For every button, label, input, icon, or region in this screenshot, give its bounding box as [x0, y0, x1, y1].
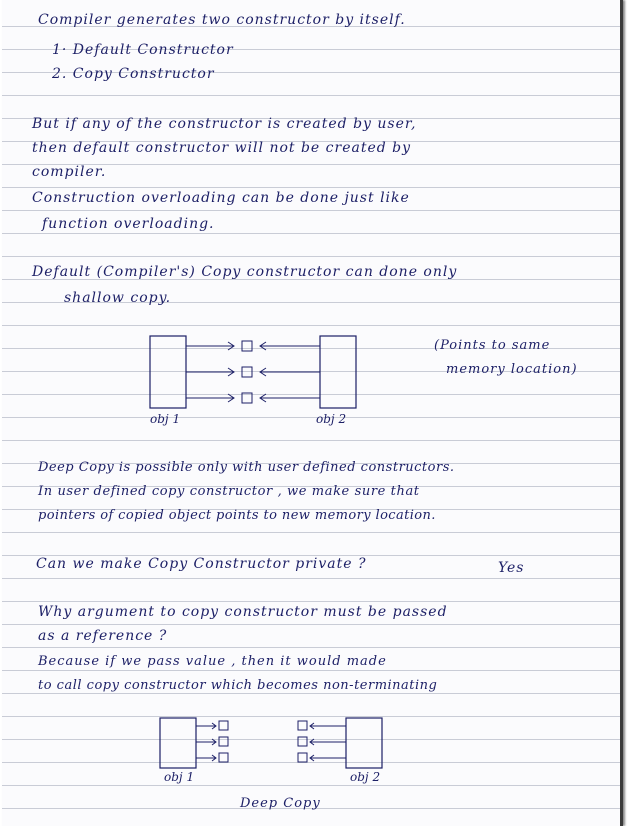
note-line-function-overloading: function overloading. [42, 216, 215, 232]
note-line-but-if: But if any of the constructor is created by user, [32, 116, 417, 132]
deep-obj2-box [346, 718, 382, 768]
deep-obj2-label: obj 2 [350, 770, 381, 784]
note-line-because: Because if we pass value , then it would made [38, 654, 387, 669]
obj1-box [150, 336, 186, 408]
note-line-copy-private-question: Can we make Copy Constructor private ? [36, 556, 367, 572]
note-line-then-default: then default constructor will not be created by [32, 140, 412, 156]
deep-obj1-label: obj 1 [164, 770, 195, 784]
obj2-box [320, 336, 356, 408]
note-line-yes: Yes [498, 560, 525, 576]
note-line-default-constructor: 1· Default Constructor [52, 42, 234, 58]
deep-copy-caption: Deep Copy [240, 796, 321, 811]
note-line-shallow-copy: shallow copy. [64, 290, 172, 306]
deep-copy-diagram [152, 714, 392, 774]
note-line-compiler-generates: Compiler generates two constructor by itself. [38, 12, 406, 28]
note-line-as-reference: as a reference ? [38, 628, 168, 644]
note-line-pointers: pointers of copied object points to new memory location. [38, 508, 436, 523]
shallow-obj2-label: obj 2 [316, 412, 347, 426]
note-line-why-argument: Why argument to copy constructor must be passed [38, 604, 448, 620]
note-line-compiler: compiler. [32, 164, 107, 180]
note-line-construction-overloading: Construction overloading can be done just like [32, 190, 410, 206]
note-line-user-defined: In user defined copy constructor , we make sure that [38, 484, 420, 499]
note-points-to-same: (Points to same [434, 338, 551, 353]
note-line-deep-copy: Deep Copy is possible only with user defined constructors. [38, 460, 455, 475]
note-line-non-terminating: to call copy constructor which becomes non-terminating [38, 678, 438, 693]
note-line-default-copy: Default (Compiler's) Copy constructor can done only [32, 264, 458, 280]
deep-obj1-box [160, 718, 196, 768]
shallow-obj1-label: obj 1 [150, 412, 181, 426]
notebook-page [2, 0, 623, 826]
note-line-copy-constructor: 2. Copy Constructor [52, 66, 215, 82]
note-memory-location: memory location) [446, 362, 578, 377]
